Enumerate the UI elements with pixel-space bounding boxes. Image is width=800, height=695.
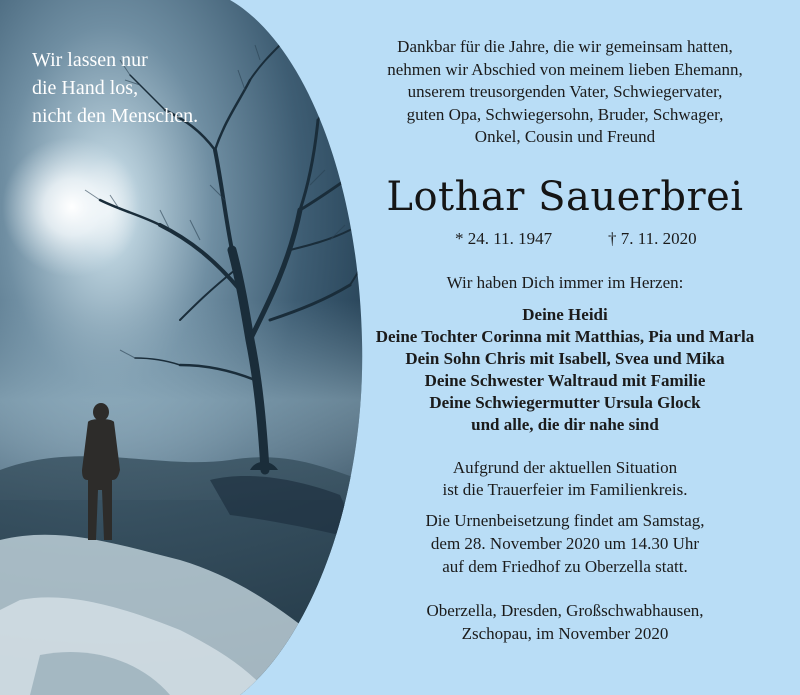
place-line: Oberzella, Dresden, Großschwabhausen, [426, 600, 704, 620]
family-line: Deine Heidi [522, 304, 608, 324]
burial-line: auf dem Friedhof zu Oberzella statt. [442, 556, 688, 576]
intro-line: guten Opa, Schwiegersohn, Bruder, Schwager, [406, 104, 724, 124]
burial-line: Die Urnenbeisetzung findet am Samstag, [425, 510, 705, 530]
intro-line: nehmen wir Abschied von meinem lieben Ehemann, [387, 59, 743, 79]
quote-line: Wir lassen nur [32, 49, 148, 71]
deceased-name: Lothar Sauerbrei [386, 173, 744, 220]
family-line: Dein Sohn Chris mit Isabell, Svea und Mika [405, 348, 725, 368]
place-line: Zschopau, im November 2020 [461, 623, 669, 643]
intro-line: Dankbar für die Jahre, die wir gemeinsam hatten, [397, 37, 733, 56]
burial-line: dem 28. November 2020 um 14.30 Uhr [430, 533, 700, 553]
obituary-text [365, 36, 765, 645]
birth-date: * 24. 11. 1947 [455, 228, 553, 248]
quote-line: nicht den Menschen. [32, 105, 199, 127]
heart-line: Wir haben Dich immer im Herzen: [446, 272, 684, 292]
quote [32, 46, 198, 130]
intro-line: unserem treusorgenden Vater, Schwiegervater, [407, 82, 723, 101]
death-date: † 7. 11. 2020 [608, 228, 697, 248]
family-line: und alle, die dir nahe sind [471, 414, 659, 434]
family-list [365, 304, 765, 436]
place-date [365, 599, 765, 645]
situation-notice [365, 457, 765, 501]
family-line: Deine Schwiegermutter Ursula Glock [429, 392, 701, 412]
life-dates [365, 229, 765, 253]
family-line: Deine Tochter Corinna mit Matthias, Pia und Marla [375, 326, 755, 346]
situation-line: Aufgrund der aktuellen Situation [452, 457, 678, 477]
intro-line: Onkel, Cousin und Freund [474, 127, 656, 146]
quote-line: die Hand los, [32, 77, 139, 99]
intro-text [365, 36, 765, 149]
burial-notice [365, 509, 765, 578]
situation-line: ist die Trauerfeier im Familienkreis. [442, 479, 688, 499]
family-line: Deine Schwester Waltraud mit Familie [424, 370, 706, 390]
